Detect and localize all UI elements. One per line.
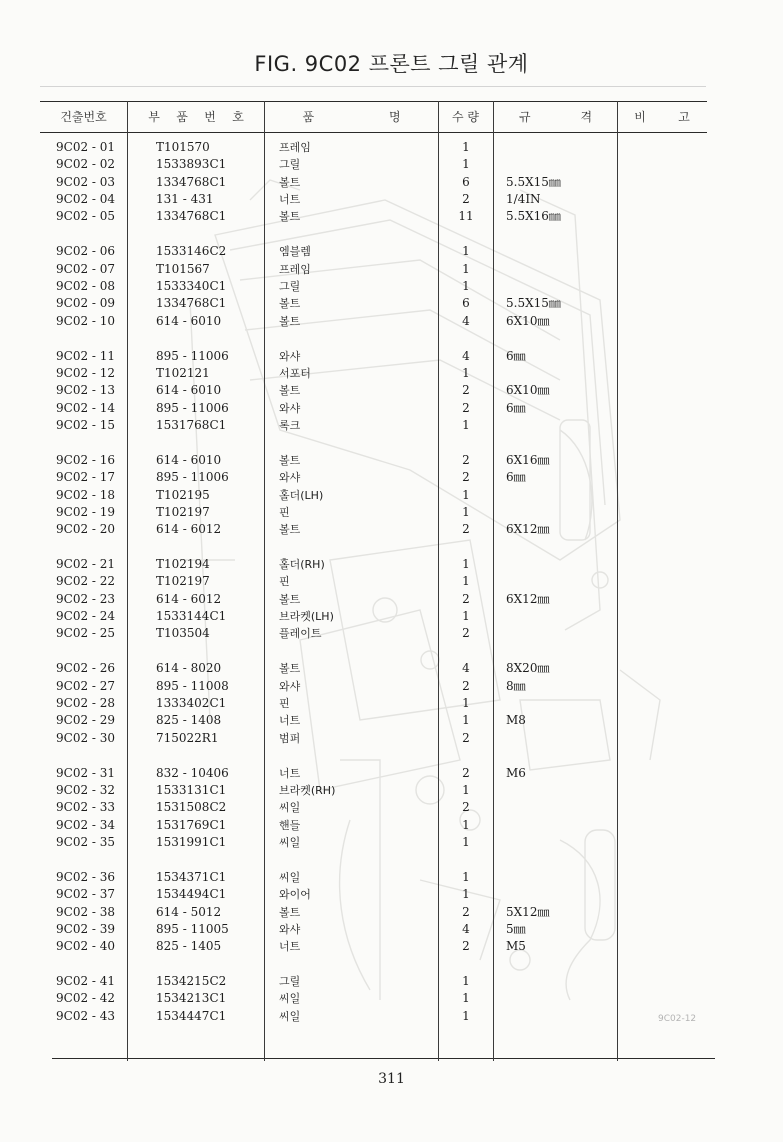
part-name: 볼트 bbox=[279, 314, 301, 328]
part-name: 홀더(RH) bbox=[279, 558, 325, 571]
quantity: 2 bbox=[462, 765, 470, 780]
part-name: 브라켓(LH) bbox=[279, 610, 334, 624]
part-name: 볼트 bbox=[279, 384, 301, 398]
header-name bbox=[265, 103, 438, 131]
specification: 6X10㎜ bbox=[506, 313, 550, 328]
item-number: 9C02 - 33 bbox=[56, 800, 116, 815]
table-row bbox=[0, 834, 783, 851]
table-row bbox=[0, 295, 783, 312]
part-name: 볼트 bbox=[279, 523, 301, 537]
quantity: 1 bbox=[462, 834, 470, 849]
item-number: 9C02 - 31 bbox=[56, 765, 116, 780]
item-number: 9C02 - 24 bbox=[56, 609, 116, 624]
item-number: 9C02 - 34 bbox=[56, 817, 116, 832]
part-name: 와샤 bbox=[279, 349, 301, 363]
part-name: 씨일 bbox=[279, 835, 301, 849]
quantity: 1 bbox=[462, 140, 470, 154]
specification: 6X10㎜ bbox=[506, 383, 550, 398]
part-number: 895 - 11006 bbox=[156, 400, 229, 415]
part-number: T101567 bbox=[156, 261, 210, 276]
table-row bbox=[0, 487, 783, 504]
specification: 6X16㎜ bbox=[506, 452, 550, 467]
part-name: 핀 bbox=[279, 697, 290, 710]
item-number: 9C02 - 07 bbox=[56, 261, 116, 276]
part-number: 614 - 6010 bbox=[156, 452, 222, 467]
table-row bbox=[0, 765, 783, 782]
table-row bbox=[0, 243, 783, 260]
quantity: 1 bbox=[462, 991, 470, 1006]
part-number: 1333402C1 bbox=[156, 696, 227, 710]
table-row bbox=[0, 938, 783, 955]
item-number: 9C02 - 15 bbox=[56, 417, 116, 432]
table-row bbox=[0, 904, 783, 921]
part-number: 614 - 6010 bbox=[156, 313, 222, 328]
item-number: 9C02 - 12 bbox=[56, 365, 116, 380]
table-row bbox=[0, 817, 783, 834]
item-number: 9C02 - 16 bbox=[56, 452, 116, 467]
item-number: 9C02 - 43 bbox=[56, 1008, 116, 1023]
quantity: 6 bbox=[462, 296, 470, 311]
table-row bbox=[0, 990, 783, 1007]
table-row bbox=[0, 504, 783, 521]
part-name: 볼트 bbox=[279, 297, 301, 311]
header-qty-label: 수 량 bbox=[452, 110, 479, 124]
part-number: 715022R1 bbox=[156, 730, 219, 745]
quantity: 1 bbox=[462, 713, 470, 728]
header-spec bbox=[494, 103, 617, 131]
specification: 6㎜ bbox=[506, 470, 526, 485]
quantity: 2 bbox=[462, 470, 470, 485]
part-name: 와샤 bbox=[279, 401, 301, 415]
part-name: 볼트 bbox=[279, 175, 301, 189]
table-row bbox=[0, 191, 783, 208]
quantity: 4 bbox=[462, 661, 470, 676]
quantity: 1 bbox=[462, 557, 470, 571]
specification: 5X12㎜ bbox=[506, 904, 550, 919]
item-number: 9C02 - 13 bbox=[56, 383, 116, 398]
header-name-char: 품 bbox=[302, 110, 315, 124]
header-spec-char: 격 bbox=[580, 110, 593, 124]
table-row bbox=[0, 730, 783, 747]
part-number: 825 - 1408 bbox=[156, 713, 222, 728]
part-number: 614 - 6010 bbox=[156, 383, 222, 398]
item-number: 9C02 - 04 bbox=[56, 192, 116, 207]
quantity: 1 bbox=[462, 817, 470, 832]
part-number: 1334768C1 bbox=[156, 209, 227, 224]
part-number: 1534494C1 bbox=[156, 887, 227, 902]
part-name: 그릴 bbox=[279, 158, 301, 172]
part-name: 너트 bbox=[279, 714, 301, 728]
table-row bbox=[0, 712, 783, 729]
part-name: 와샤 bbox=[279, 471, 301, 485]
part-name: 와샤 bbox=[279, 679, 301, 693]
quantity: 1 bbox=[462, 887, 470, 902]
part-number: 1531769C1 bbox=[156, 817, 227, 832]
part-name: 씨일 bbox=[279, 1009, 301, 1023]
part-number: 1534447C1 bbox=[156, 1008, 227, 1023]
table-row bbox=[0, 591, 783, 608]
table-row bbox=[0, 886, 783, 903]
part-number: 614 - 6012 bbox=[156, 591, 222, 606]
table-row bbox=[0, 139, 783, 156]
item-number: 9C02 - 08 bbox=[56, 278, 116, 293]
part-name: 와이어 bbox=[279, 888, 311, 902]
quantity: 2 bbox=[462, 591, 470, 606]
header-part-char: 부 bbox=[148, 110, 160, 124]
part-name: 그릴 bbox=[279, 975, 301, 988]
item-number: 9C02 - 28 bbox=[56, 696, 116, 710]
item-number: 9C02 - 18 bbox=[56, 487, 116, 502]
specification: 6X12㎜ bbox=[506, 522, 550, 537]
table-row bbox=[0, 278, 783, 295]
item-number: 9C02 - 06 bbox=[56, 244, 116, 259]
part-number: 1533340C1 bbox=[156, 278, 227, 293]
quantity: 1 bbox=[462, 157, 470, 172]
item-number: 9C02 - 19 bbox=[56, 504, 116, 519]
part-number: 614 - 6012 bbox=[156, 522, 222, 537]
table-row bbox=[0, 573, 783, 590]
part-number: T102121 bbox=[156, 365, 210, 380]
quantity: 1 bbox=[462, 974, 470, 988]
table-row bbox=[0, 782, 783, 799]
header-no-label: 건출번호 bbox=[60, 110, 107, 124]
item-number: 9C02 - 25 bbox=[56, 626, 116, 641]
part-number: T102197 bbox=[156, 504, 210, 519]
table-row bbox=[0, 365, 783, 382]
part-name: 볼트 bbox=[279, 592, 301, 606]
part-number: 1533893C1 bbox=[156, 157, 227, 172]
part-name: 너트 bbox=[279, 193, 301, 207]
part-name: 플레이트 bbox=[279, 627, 322, 641]
part-name: 범퍼 bbox=[279, 731, 301, 745]
quantity: 1 bbox=[462, 278, 470, 293]
quantity: 2 bbox=[462, 400, 470, 415]
part-number: 1533131C1 bbox=[156, 782, 227, 797]
part-number: 895 - 11006 bbox=[156, 348, 229, 363]
item-number: 9C02 - 05 bbox=[56, 209, 116, 224]
quantity: 1 bbox=[462, 696, 470, 710]
item-number: 9C02 - 11 bbox=[56, 348, 116, 363]
specification: 1/4IN bbox=[506, 192, 541, 207]
part-number: 1534215C2 bbox=[156, 974, 227, 988]
part-number: T102194 bbox=[156, 557, 210, 571]
specification: M8 bbox=[506, 713, 526, 728]
item-number: 9C02 - 26 bbox=[56, 661, 116, 676]
quantity: 1 bbox=[462, 261, 470, 276]
quantity: 2 bbox=[462, 730, 470, 745]
quantity: 2 bbox=[462, 904, 470, 919]
specification: 6㎜ bbox=[506, 348, 526, 363]
part-number: 1533144C1 bbox=[156, 609, 227, 624]
quantity: 1 bbox=[462, 417, 470, 432]
specification: 8X20㎜ bbox=[506, 661, 550, 676]
part-name: 볼트 bbox=[279, 453, 301, 467]
part-number: 895 - 11006 bbox=[156, 470, 229, 485]
quantity: 2 bbox=[462, 939, 470, 954]
page-number: 311 bbox=[378, 1071, 405, 1087]
part-number: 1531768C1 bbox=[156, 417, 227, 432]
item-number: 9C02 - 09 bbox=[56, 296, 116, 311]
item-number: 9C02 - 36 bbox=[56, 869, 116, 884]
table-row bbox=[0, 469, 783, 486]
quantity: 4 bbox=[462, 313, 470, 328]
quantity: 1 bbox=[462, 504, 470, 519]
part-name: 너트 bbox=[279, 940, 301, 954]
part-name: 씨일 bbox=[279, 801, 301, 815]
part-name: 와샤 bbox=[279, 922, 301, 936]
specification: M6 bbox=[506, 765, 526, 780]
item-number: 9C02 - 22 bbox=[56, 574, 116, 589]
part-number: 895 - 11005 bbox=[156, 921, 229, 936]
item-number: 9C02 - 41 bbox=[56, 974, 116, 988]
item-number: 9C02 - 01 bbox=[56, 140, 116, 154]
quantity: 1 bbox=[462, 365, 470, 380]
part-number: 895 - 11008 bbox=[156, 678, 229, 693]
header-part-char: 번 bbox=[204, 110, 216, 124]
table-row bbox=[0, 208, 783, 225]
header-part bbox=[140, 103, 252, 131]
quantity: 1 bbox=[462, 782, 470, 797]
quantity: 2 bbox=[462, 522, 470, 537]
part-name: 씨일 bbox=[279, 870, 301, 884]
part-number: 1534213C1 bbox=[156, 991, 227, 1006]
header-spec-char: 규 bbox=[518, 110, 531, 124]
page-stamp: 9C02-12 bbox=[658, 1014, 697, 1024]
part-number: 1534371C1 bbox=[156, 869, 227, 884]
part-number: T102195 bbox=[156, 487, 210, 502]
item-number: 9C02 - 37 bbox=[56, 887, 116, 902]
part-name: 너트 bbox=[279, 766, 301, 780]
item-number: 9C02 - 42 bbox=[56, 991, 116, 1006]
table-row bbox=[0, 678, 783, 695]
header-part-char: 품 bbox=[176, 110, 188, 124]
quantity: 2 bbox=[462, 800, 470, 815]
part-name: 핀 bbox=[279, 575, 290, 589]
header-remark bbox=[618, 103, 706, 131]
table-row bbox=[0, 382, 783, 399]
part-name: 홀더(LH) bbox=[279, 488, 324, 502]
item-number: 9C02 - 35 bbox=[56, 834, 116, 849]
quantity: 1 bbox=[462, 487, 470, 502]
table-row bbox=[0, 556, 783, 573]
item-number: 9C02 - 30 bbox=[56, 730, 116, 745]
part-name: 엠블렘 bbox=[279, 245, 311, 259]
quantity: 4 bbox=[462, 921, 470, 936]
specification: 5.5X16㎜ bbox=[506, 209, 561, 224]
item-number: 9C02 - 32 bbox=[56, 782, 116, 797]
item-number: 9C02 - 03 bbox=[56, 174, 116, 189]
quantity: 2 bbox=[462, 192, 470, 207]
quantity: 1 bbox=[462, 609, 470, 624]
title-rule bbox=[40, 86, 706, 87]
table-row bbox=[0, 921, 783, 938]
quantity: 1 bbox=[462, 574, 470, 589]
table-row bbox=[0, 348, 783, 365]
quantity: 1 bbox=[462, 1008, 470, 1023]
item-number: 9C02 - 27 bbox=[56, 678, 116, 693]
table-row bbox=[0, 869, 783, 886]
part-number: T103504 bbox=[156, 626, 210, 641]
part-number: 1531991C1 bbox=[156, 834, 227, 849]
item-number: 9C02 - 02 bbox=[56, 157, 116, 172]
item-number: 9C02 - 29 bbox=[56, 713, 116, 728]
quantity: 4 bbox=[462, 348, 470, 363]
table-row bbox=[0, 261, 783, 278]
quantity: 11 bbox=[458, 209, 474, 224]
table-row bbox=[0, 452, 783, 469]
header-remark-char: 비 bbox=[634, 110, 646, 124]
header-no bbox=[40, 103, 127, 131]
part-name: 서포터 bbox=[279, 366, 311, 380]
part-name: 프레임 bbox=[279, 141, 311, 154]
table-row bbox=[0, 400, 783, 417]
part-number: 614 - 8020 bbox=[156, 661, 222, 676]
table-row bbox=[0, 660, 783, 677]
part-number: T102197 bbox=[156, 574, 210, 589]
part-number: 131 - 431 bbox=[156, 192, 214, 207]
item-number: 9C02 - 38 bbox=[56, 904, 116, 919]
part-number: 1334768C1 bbox=[156, 296, 227, 311]
specification: 6X12㎜ bbox=[506, 591, 550, 606]
part-number: 1531508C2 bbox=[156, 800, 227, 815]
part-name: 볼트 bbox=[279, 905, 301, 919]
specification: 8㎜ bbox=[506, 678, 526, 693]
part-name: 브라켓(RH) bbox=[279, 783, 336, 797]
specification: 6㎜ bbox=[506, 400, 526, 415]
header-name-char: 명 bbox=[388, 110, 401, 124]
specification: 5.5X15㎜ bbox=[506, 174, 561, 189]
item-number: 9C02 - 10 bbox=[56, 313, 116, 328]
part-name: 그릴 bbox=[279, 279, 301, 293]
part-number: 1533146C2 bbox=[156, 244, 227, 259]
quantity: 2 bbox=[462, 452, 470, 467]
quantity: 2 bbox=[462, 383, 470, 398]
item-number: 9C02 - 20 bbox=[56, 522, 116, 537]
table-row bbox=[0, 625, 783, 642]
table-row bbox=[0, 695, 783, 712]
item-number: 9C02 - 21 bbox=[56, 557, 116, 571]
header-qty bbox=[438, 103, 493, 131]
part-name: 프레임 bbox=[279, 262, 311, 276]
table-row bbox=[0, 174, 783, 191]
header-remark-char: 고 bbox=[678, 110, 690, 124]
part-number: 614 - 5012 bbox=[156, 904, 222, 919]
quantity: 1 bbox=[462, 869, 470, 884]
page-title: FIG. 9C02 프론트 그릴 관계 bbox=[254, 52, 529, 76]
table-row bbox=[0, 973, 783, 990]
item-number: 9C02 - 23 bbox=[56, 591, 116, 606]
part-name: 볼트 bbox=[279, 662, 301, 676]
header-part-char: 호 bbox=[232, 110, 244, 124]
item-number: 9C02 - 17 bbox=[56, 470, 116, 485]
part-name: 핸들 bbox=[279, 818, 301, 832]
part-number: 1334768C1 bbox=[156, 174, 227, 189]
item-number: 9C02 - 14 bbox=[56, 400, 116, 415]
part-name: 씨일 bbox=[279, 992, 301, 1006]
specification: 5㎜ bbox=[506, 921, 526, 936]
part-number: 832 - 10406 bbox=[156, 765, 229, 780]
part-name: 핀 bbox=[279, 505, 290, 519]
table-row bbox=[0, 799, 783, 816]
table-top-rule bbox=[40, 101, 707, 102]
quantity: 6 bbox=[462, 174, 470, 189]
quantity: 2 bbox=[462, 678, 470, 693]
specification: M5 bbox=[506, 939, 526, 954]
table-row bbox=[0, 608, 783, 625]
header-bottom-rule bbox=[40, 132, 707, 133]
part-name: 볼트 bbox=[279, 210, 301, 224]
table-row bbox=[0, 313, 783, 330]
quantity: 2 bbox=[462, 626, 470, 641]
part-name: 록크 bbox=[279, 418, 301, 432]
table-row bbox=[0, 521, 783, 538]
specification: 5.5X15㎜ bbox=[506, 296, 561, 311]
table-row bbox=[0, 417, 783, 434]
item-number: 9C02 - 40 bbox=[56, 939, 116, 954]
quantity: 1 bbox=[462, 244, 470, 259]
table-bottom-rule bbox=[52, 1058, 715, 1059]
part-number: 825 - 1405 bbox=[156, 939, 222, 954]
table-row bbox=[0, 156, 783, 173]
item-number: 9C02 - 39 bbox=[56, 921, 116, 936]
part-number: T101570 bbox=[156, 140, 210, 154]
